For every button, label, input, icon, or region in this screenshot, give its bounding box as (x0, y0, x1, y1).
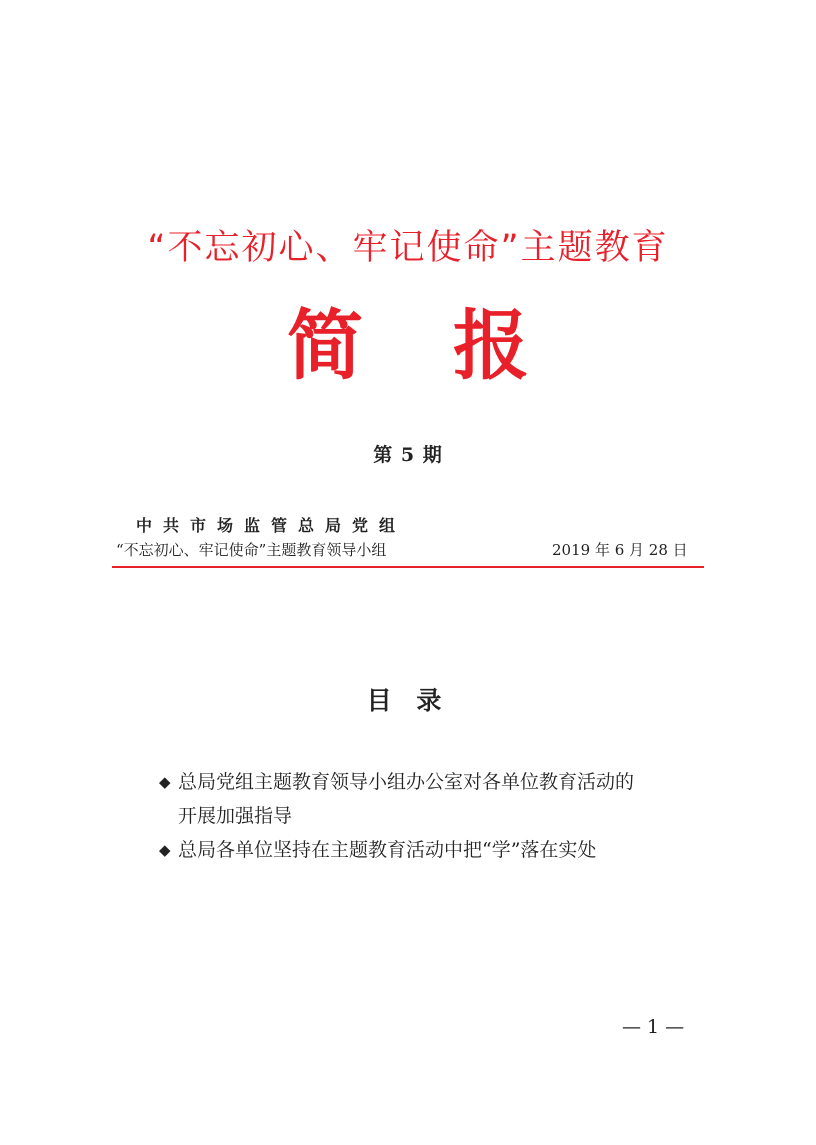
issuer-org-line1: 中共市场监管总局党组 (136, 516, 407, 535)
toc-item[interactable] (160, 765, 720, 833)
page-number: — 1 — (622, 1016, 685, 1038)
bulletin-series-title: “不忘初心、牢记使命”主题教育 (147, 228, 669, 268)
toc-item-text-line2: 开展加强指导 (178, 805, 293, 827)
toc-title: 目 录 (366, 686, 450, 715)
issue-number: 第 5 期 (373, 444, 443, 466)
toc-item[interactable] (160, 833, 720, 867)
issue-date: 2019 年 6 月 28 日 (552, 541, 688, 559)
toc-item-text-line1: 总局各单位坚持在主题教育活动中把“学”落在实处 (178, 839, 597, 861)
header-divider (112, 566, 704, 568)
masthead-char-right: 报 (453, 301, 529, 390)
diamond-bullet-icon: ◆ (159, 773, 171, 791)
issuer-org-line2: “不忘初心、牢记使命”主题教育领导小组 (116, 541, 387, 559)
diamond-bullet-icon: ◆ (159, 841, 171, 859)
bulletin-masthead (0, 301, 816, 390)
table-of-contents (160, 765, 720, 867)
masthead-char-left: 简 (287, 301, 363, 390)
toc-item-text-line1: 总局党组主题教育领导小组办公室对各单位教育活动的 (178, 771, 635, 793)
